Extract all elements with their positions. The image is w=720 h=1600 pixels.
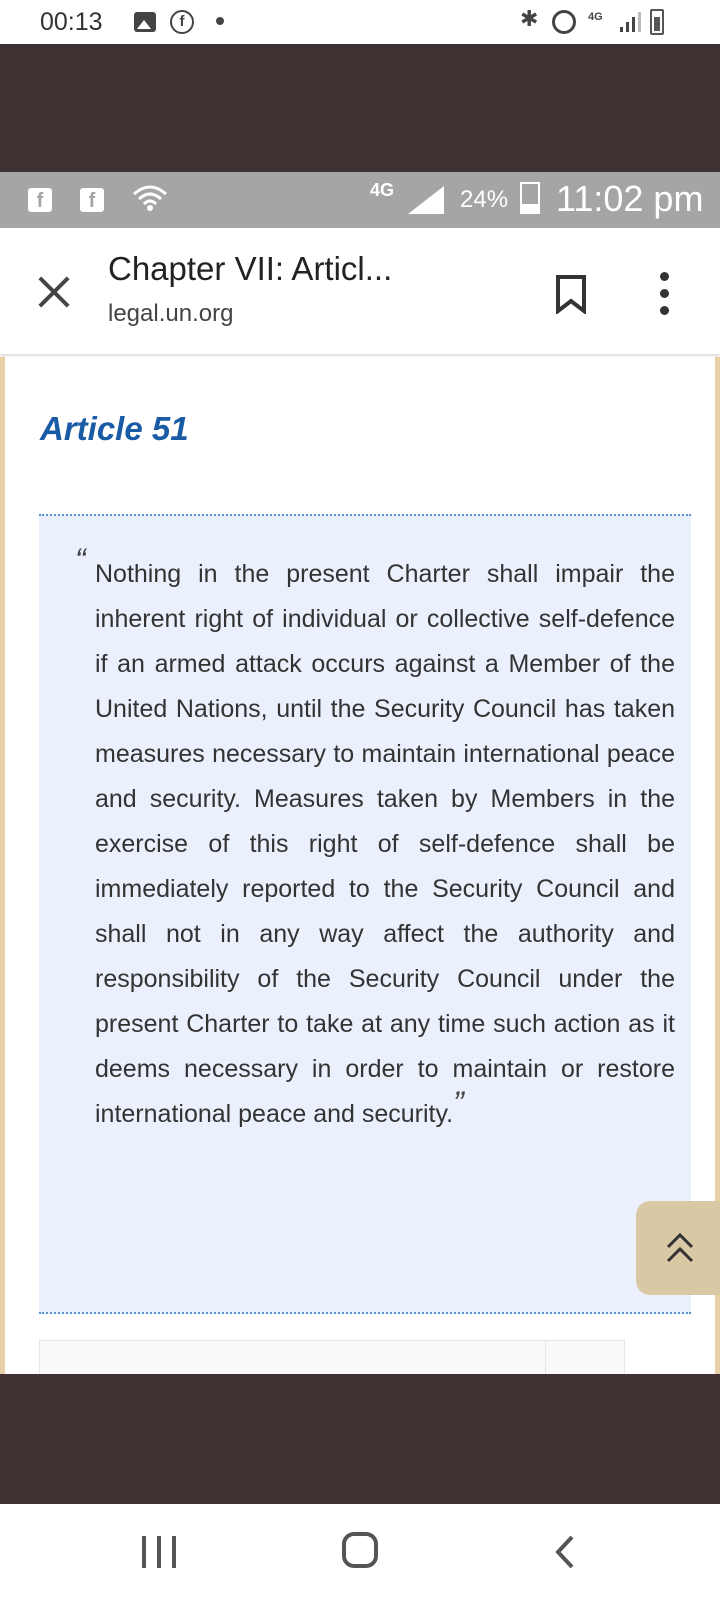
page-title: Chapter VII: Articl... (108, 250, 393, 287)
page-border-left (0, 357, 5, 1374)
double-chevron-up-icon (664, 1231, 696, 1265)
bookmark-icon[interactable] (554, 274, 588, 314)
dim-overlay-top (0, 44, 720, 172)
home-icon[interactable] (342, 1532, 378, 1568)
signal-icon (408, 186, 444, 214)
gallery-icon (134, 12, 156, 32)
next-content-stub (39, 1340, 625, 1374)
web-page-content[interactable] (0, 357, 720, 1374)
alarm-icon (552, 10, 576, 34)
recent-apps-icon[interactable] (142, 1536, 176, 1568)
inner-status-bar (0, 172, 720, 228)
article-text (95, 552, 675, 1137)
device-status-bar (0, 0, 720, 44)
wifi-icon (132, 184, 168, 212)
network-type-label: 4G (370, 180, 395, 200)
facebook-icon: f (80, 188, 104, 212)
battery-icon (520, 182, 540, 214)
notification-dot-icon (216, 17, 224, 25)
battery-percent: 24% (460, 186, 509, 213)
dim-overlay-bottom (0, 1374, 720, 1504)
close-quote-mark: ” (453, 1085, 464, 1121)
scroll-to-top-button[interactable] (636, 1201, 720, 1295)
page-url[interactable]: legal.un.org (108, 300, 234, 327)
inner-status-time: 11:02 pm (556, 178, 704, 219)
close-icon[interactable] (36, 274, 72, 310)
custom-tab-toolbar (0, 228, 720, 354)
open-quote-mark: “ (75, 542, 86, 578)
signal-icon (620, 12, 642, 32)
battery-icon (650, 9, 664, 35)
network-type-icon: 4G (588, 11, 603, 23)
article-body: Nothing in the present Charter shall impair the inherent right of individual or collective self-defence if an armed attack occurs against a Member of the United Nations, until the Security Council has taken measures necessary to maintain international peace and security. Measures taken by Members in the exercise of this right of self-defence shall be immediately reported to the Security Council and shall not in any way affect the authority and responsibility of the Security Council under the present Charter to take at any time such action as it deems necessary in order to maintain or restore international peace and security. (95, 560, 675, 1128)
status-time: 00:13 (40, 8, 103, 36)
more-options-icon[interactable] (656, 272, 672, 316)
facebook-icon: f (28, 188, 52, 212)
facebook-icon: f (170, 10, 194, 34)
system-navigation-bar (0, 1504, 720, 1600)
bluetooth-icon: ✱ (520, 6, 539, 31)
back-icon[interactable] (550, 1534, 580, 1570)
article-quote-box (39, 514, 691, 1314)
article-heading: Article 51 (40, 410, 189, 447)
